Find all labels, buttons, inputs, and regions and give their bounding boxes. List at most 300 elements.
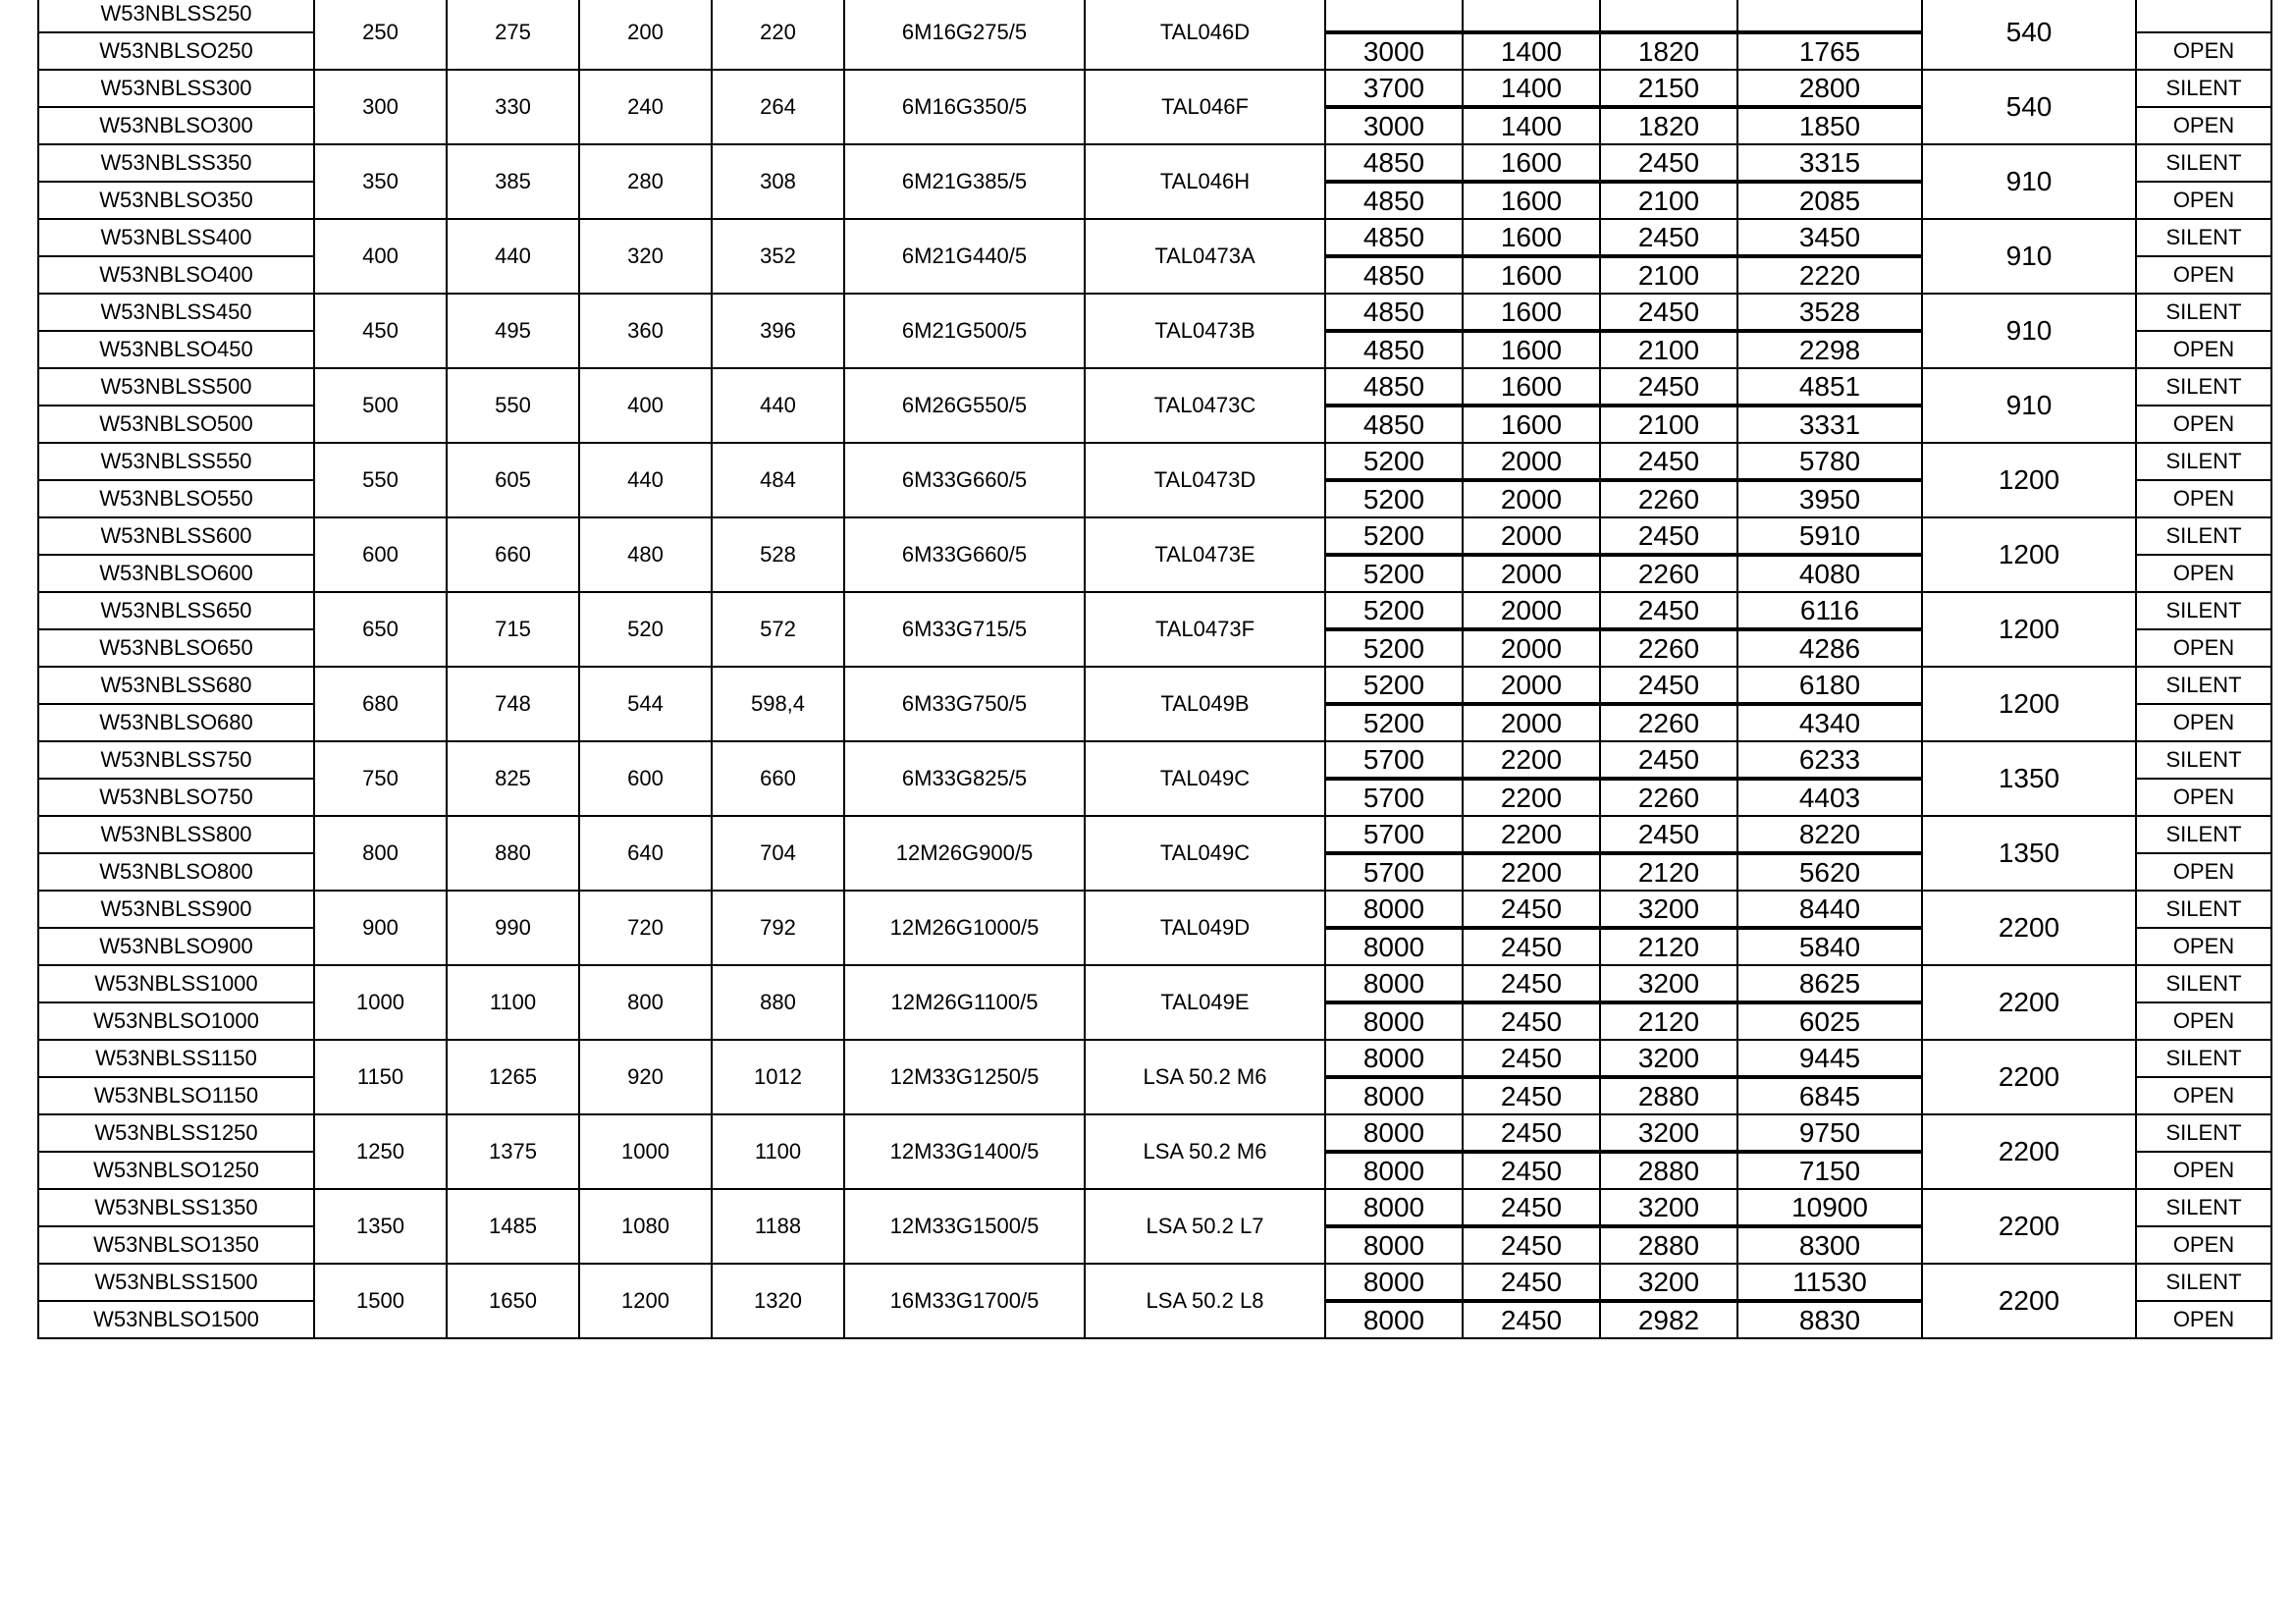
engine-model: 6M21G440/5 xyxy=(844,219,1085,294)
silent-weight: 9750 xyxy=(1737,1114,1922,1152)
open-weight: 5620 xyxy=(1737,853,1922,891)
open-width: 2000 xyxy=(1463,629,1600,667)
open-width: 1600 xyxy=(1463,406,1600,443)
model-open: W53NBLSO1250 xyxy=(38,1152,314,1189)
silent-length: 8000 xyxy=(1325,1264,1463,1301)
type-open: OPEN xyxy=(2136,107,2271,144)
alternator-model: TAL046H xyxy=(1085,144,1325,219)
table-row xyxy=(38,741,2271,779)
fuel-tank: 2200 xyxy=(1922,891,2136,965)
engine-model: 12M33G1500/5 xyxy=(844,1189,1085,1264)
power-prime-kw: 800 xyxy=(579,965,712,1040)
open-width: 2200 xyxy=(1463,853,1600,891)
type-silent: SILENT xyxy=(2136,667,2271,704)
power-standby-kva: 825 xyxy=(447,741,579,816)
fuel-tank: 1350 xyxy=(1922,816,2136,891)
open-weight: 2220 xyxy=(1737,256,1922,294)
model-open: W53NBLSO650 xyxy=(38,629,314,667)
fuel-tank: 540 xyxy=(1922,0,2136,70)
power-prime-kw: 320 xyxy=(579,219,712,294)
power-standby-kw: 264 xyxy=(712,70,844,144)
table-row xyxy=(38,0,2271,32)
engine-model: 12M33G1250/5 xyxy=(844,1040,1085,1114)
engine-model: 12M26G900/5 xyxy=(844,816,1085,891)
type-open: OPEN xyxy=(2136,182,2271,219)
open-height: 1820 xyxy=(1600,32,1737,70)
power-standby-kva: 1265 xyxy=(447,1040,579,1114)
silent-height: 2450 xyxy=(1600,219,1737,256)
silent-length: 5200 xyxy=(1325,667,1463,704)
alternator-model: TAL046D xyxy=(1085,0,1325,70)
power-prime-kw: 1080 xyxy=(579,1189,712,1264)
power-standby-kw: 352 xyxy=(712,219,844,294)
silent-height: 3200 xyxy=(1600,1264,1737,1301)
table-row xyxy=(38,891,2271,928)
power-prime-kva: 500 xyxy=(314,368,447,443)
open-length: 8000 xyxy=(1325,1301,1463,1338)
silent-height: 2450 xyxy=(1600,667,1737,704)
type-open: OPEN xyxy=(2136,1301,2271,1338)
open-weight: 4080 xyxy=(1737,555,1922,592)
open-length: 5200 xyxy=(1325,629,1463,667)
model-silent: W53NBLSS500 xyxy=(38,368,314,406)
table-row xyxy=(38,144,2271,182)
model-open: W53NBLSO600 xyxy=(38,555,314,592)
type-open: OPEN xyxy=(2136,853,2271,891)
open-weight: 4403 xyxy=(1737,779,1922,816)
type-silent: SILENT xyxy=(2136,592,2271,629)
type-open: OPEN xyxy=(2136,406,2271,443)
open-height: 2260 xyxy=(1600,779,1737,816)
silent-height: 2150 xyxy=(1600,70,1737,107)
open-height: 1820 xyxy=(1600,107,1737,144)
power-prime-kva: 650 xyxy=(314,592,447,667)
silent-weight: 3450 xyxy=(1737,219,1922,256)
type-open: OPEN xyxy=(2136,1226,2271,1264)
type-open: OPEN xyxy=(2136,779,2271,816)
table-row xyxy=(38,592,2271,629)
silent-weight: 9445 xyxy=(1737,1040,1922,1077)
silent-length: 8000 xyxy=(1325,965,1463,1002)
open-length: 4850 xyxy=(1325,331,1463,368)
power-prime-kw: 640 xyxy=(579,816,712,891)
type-open: OPEN xyxy=(2136,1152,2271,1189)
power-standby-kva: 275 xyxy=(447,0,579,70)
open-height: 2880 xyxy=(1600,1077,1737,1114)
power-standby-kva: 495 xyxy=(447,294,579,368)
fuel-tank: 910 xyxy=(1922,219,2136,294)
type-silent xyxy=(2136,0,2271,32)
alternator-model: LSA 50.2 L8 xyxy=(1085,1264,1325,1338)
open-weight: 1765 xyxy=(1737,32,1922,70)
model-open: W53NBLSO1350 xyxy=(38,1226,314,1264)
open-length: 4850 xyxy=(1325,182,1463,219)
silent-length xyxy=(1325,0,1463,32)
engine-model: 6M16G275/5 xyxy=(844,0,1085,70)
power-standby-kw: 792 xyxy=(712,891,844,965)
type-silent: SILENT xyxy=(2136,443,2271,480)
fuel-tank: 1200 xyxy=(1922,443,2136,517)
engine-model: 6M21G500/5 xyxy=(844,294,1085,368)
model-open: W53NBLSO800 xyxy=(38,853,314,891)
model-silent: W53NBLSS1150 xyxy=(38,1040,314,1077)
silent-height: 2450 xyxy=(1600,368,1737,406)
power-prime-kva: 750 xyxy=(314,741,447,816)
power-prime-kva: 550 xyxy=(314,443,447,517)
power-prime-kva: 1000 xyxy=(314,965,447,1040)
power-prime-kva: 600 xyxy=(314,517,447,592)
open-length: 5200 xyxy=(1325,480,1463,517)
model-silent: W53NBLSS600 xyxy=(38,517,314,555)
open-weight: 3331 xyxy=(1737,406,1922,443)
fuel-tank: 910 xyxy=(1922,294,2136,368)
type-open: OPEN xyxy=(2136,331,2271,368)
power-prime-kw: 400 xyxy=(579,368,712,443)
alternator-model: LSA 50.2 L7 xyxy=(1085,1189,1325,1264)
table-row xyxy=(38,70,2271,107)
silent-height: 3200 xyxy=(1600,1189,1737,1226)
silent-width: 2000 xyxy=(1463,517,1600,555)
power-prime-kva: 800 xyxy=(314,816,447,891)
type-silent: SILENT xyxy=(2136,517,2271,555)
type-silent: SILENT xyxy=(2136,965,2271,1002)
fuel-tank: 540 xyxy=(1922,70,2136,144)
open-length: 8000 xyxy=(1325,1077,1463,1114)
silent-width: 2200 xyxy=(1463,741,1600,779)
open-weight: 8830 xyxy=(1737,1301,1922,1338)
power-prime-kva: 300 xyxy=(314,70,447,144)
silent-weight: 3528 xyxy=(1737,294,1922,331)
open-weight: 5840 xyxy=(1737,928,1922,965)
model-open: W53NBLSO900 xyxy=(38,928,314,965)
open-height: 2100 xyxy=(1600,256,1737,294)
open-height: 2260 xyxy=(1600,704,1737,741)
silent-length: 8000 xyxy=(1325,1189,1463,1226)
power-standby-kva: 880 xyxy=(447,816,579,891)
power-standby-kva: 660 xyxy=(447,517,579,592)
open-height: 2880 xyxy=(1600,1226,1737,1264)
power-prime-kva: 1250 xyxy=(314,1114,447,1189)
power-standby-kw: 1100 xyxy=(712,1114,844,1189)
open-width: 2450 xyxy=(1463,928,1600,965)
type-open: OPEN xyxy=(2136,928,2271,965)
silent-weight: 6180 xyxy=(1737,667,1922,704)
power-prime-kva: 1500 xyxy=(314,1264,447,1338)
power-standby-kva: 1650 xyxy=(447,1264,579,1338)
silent-width: 1600 xyxy=(1463,219,1600,256)
silent-weight: 8440 xyxy=(1737,891,1922,928)
model-silent: W53NBLSS1350 xyxy=(38,1189,314,1226)
silent-height: 2450 xyxy=(1600,443,1737,480)
model-open: W53NBLSO400 xyxy=(38,256,314,294)
silent-length: 8000 xyxy=(1325,891,1463,928)
open-height: 2120 xyxy=(1600,853,1737,891)
open-height: 2100 xyxy=(1600,182,1737,219)
power-prime-kva: 400 xyxy=(314,219,447,294)
model-open: W53NBLSO1150 xyxy=(38,1077,314,1114)
power-standby-kva: 990 xyxy=(447,891,579,965)
type-silent: SILENT xyxy=(2136,294,2271,331)
engine-model: 6M16G350/5 xyxy=(844,70,1085,144)
power-standby-kva: 1100 xyxy=(447,965,579,1040)
type-silent: SILENT xyxy=(2136,368,2271,406)
alternator-model: TAL049E xyxy=(1085,965,1325,1040)
silent-weight: 6233 xyxy=(1737,741,1922,779)
type-open: OPEN xyxy=(2136,480,2271,517)
power-standby-kw: 1012 xyxy=(712,1040,844,1114)
open-length: 5200 xyxy=(1325,555,1463,592)
power-prime-kw: 600 xyxy=(579,741,712,816)
silent-length: 5200 xyxy=(1325,443,1463,480)
fuel-tank: 2200 xyxy=(1922,965,2136,1040)
open-weight: 2298 xyxy=(1737,331,1922,368)
power-standby-kva: 1485 xyxy=(447,1189,579,1264)
power-standby-kw: 484 xyxy=(712,443,844,517)
silent-length: 5200 xyxy=(1325,592,1463,629)
open-length: 3000 xyxy=(1325,32,1463,70)
silent-height: 2450 xyxy=(1600,294,1737,331)
silent-width: 2450 xyxy=(1463,1040,1600,1077)
type-silent: SILENT xyxy=(2136,1189,2271,1226)
power-standby-kw: 704 xyxy=(712,816,844,891)
open-width: 1600 xyxy=(1463,256,1600,294)
type-silent: SILENT xyxy=(2136,219,2271,256)
open-height: 2100 xyxy=(1600,331,1737,368)
alternator-model: TAL049C xyxy=(1085,741,1325,816)
silent-width: 2000 xyxy=(1463,592,1600,629)
model-silent: W53NBLSS1250 xyxy=(38,1114,314,1152)
silent-weight: 5910 xyxy=(1737,517,1922,555)
open-height: 2120 xyxy=(1600,1002,1737,1040)
open-width: 2200 xyxy=(1463,779,1600,816)
model-open: W53NBLSO300 xyxy=(38,107,314,144)
open-height: 2880 xyxy=(1600,1152,1737,1189)
fuel-tank: 1350 xyxy=(1922,741,2136,816)
table-row xyxy=(38,517,2271,555)
power-standby-kw: 1320 xyxy=(712,1264,844,1338)
open-length: 8000 xyxy=(1325,1152,1463,1189)
model-silent: W53NBLSS680 xyxy=(38,667,314,704)
open-width: 2450 xyxy=(1463,1152,1600,1189)
power-standby-kva: 1375 xyxy=(447,1114,579,1189)
alternator-model: TAL0473F xyxy=(1085,592,1325,667)
engine-model: 12M26G1100/5 xyxy=(844,965,1085,1040)
power-standby-kva: 748 xyxy=(447,667,579,741)
model-open: W53NBLSO500 xyxy=(38,406,314,443)
power-prime-kva: 900 xyxy=(314,891,447,965)
open-weight: 3950 xyxy=(1737,480,1922,517)
table-row xyxy=(38,368,2271,406)
type-silent: SILENT xyxy=(2136,144,2271,182)
open-width: 1600 xyxy=(1463,182,1600,219)
model-silent: W53NBLSS450 xyxy=(38,294,314,331)
power-prime-kw: 544 xyxy=(579,667,712,741)
power-standby-kw: 572 xyxy=(712,592,844,667)
open-height: 2982 xyxy=(1600,1301,1737,1338)
silent-height: 2450 xyxy=(1600,816,1737,853)
silent-height xyxy=(1600,0,1737,32)
open-weight: 4286 xyxy=(1737,629,1922,667)
table-row xyxy=(38,1040,2271,1077)
model-open: W53NBLSO680 xyxy=(38,704,314,741)
fuel-tank: 1200 xyxy=(1922,667,2136,741)
model-open: W53NBLSO450 xyxy=(38,331,314,368)
open-width: 2450 xyxy=(1463,1002,1600,1040)
power-prime-kw: 520 xyxy=(579,592,712,667)
engine-model: 6M21G385/5 xyxy=(844,144,1085,219)
fuel-tank: 2200 xyxy=(1922,1189,2136,1264)
alternator-model: TAL0473A xyxy=(1085,219,1325,294)
open-width: 1600 xyxy=(1463,331,1600,368)
open-length: 8000 xyxy=(1325,928,1463,965)
silent-width: 2450 xyxy=(1463,965,1600,1002)
open-weight: 2085 xyxy=(1737,182,1922,219)
power-standby-kva: 385 xyxy=(447,144,579,219)
silent-weight: 11530 xyxy=(1737,1264,1922,1301)
open-height: 2260 xyxy=(1600,629,1737,667)
power-prime-kw: 200 xyxy=(579,0,712,70)
silent-height: 3200 xyxy=(1600,965,1737,1002)
silent-width: 1600 xyxy=(1463,368,1600,406)
silent-width: 1600 xyxy=(1463,144,1600,182)
silent-weight: 10900 xyxy=(1737,1189,1922,1226)
open-weight: 4340 xyxy=(1737,704,1922,741)
silent-weight: 4851 xyxy=(1737,368,1922,406)
alternator-model: TAL049D xyxy=(1085,891,1325,965)
alternator-model: TAL046F xyxy=(1085,70,1325,144)
open-width: 2000 xyxy=(1463,555,1600,592)
open-length: 5700 xyxy=(1325,853,1463,891)
silent-width: 2450 xyxy=(1463,1114,1600,1152)
model-silent: W53NBLSS900 xyxy=(38,891,314,928)
model-silent: W53NBLSS550 xyxy=(38,443,314,480)
silent-weight: 2800 xyxy=(1737,70,1922,107)
silent-length: 4850 xyxy=(1325,144,1463,182)
power-prime-kw: 280 xyxy=(579,144,712,219)
open-weight: 8300 xyxy=(1737,1226,1922,1264)
fuel-tank: 1200 xyxy=(1922,517,2136,592)
open-height: 2100 xyxy=(1600,406,1737,443)
type-silent: SILENT xyxy=(2136,741,2271,779)
type-open: OPEN xyxy=(2136,256,2271,294)
model-silent: W53NBLSS300 xyxy=(38,70,314,107)
silent-height: 2450 xyxy=(1600,517,1737,555)
power-prime-kw: 360 xyxy=(579,294,712,368)
silent-weight: 5780 xyxy=(1737,443,1922,480)
engine-model: 16M33G1700/5 xyxy=(844,1264,1085,1338)
model-open: W53NBLSO250 xyxy=(38,32,314,70)
silent-weight: 8625 xyxy=(1737,965,1922,1002)
open-width: 1400 xyxy=(1463,107,1600,144)
model-open: W53NBLSO1000 xyxy=(38,1002,314,1040)
type-open: OPEN xyxy=(2136,704,2271,741)
open-height: 2260 xyxy=(1600,480,1737,517)
model-silent: W53NBLSS750 xyxy=(38,741,314,779)
alternator-model: TAL0473C xyxy=(1085,368,1325,443)
silent-length: 4850 xyxy=(1325,368,1463,406)
model-silent: W53NBLSS800 xyxy=(38,816,314,853)
silent-height: 3200 xyxy=(1600,891,1737,928)
type-silent: SILENT xyxy=(2136,891,2271,928)
silent-width xyxy=(1463,0,1600,32)
silent-width: 1400 xyxy=(1463,70,1600,107)
open-length: 3000 xyxy=(1325,107,1463,144)
fuel-tank: 2200 xyxy=(1922,1114,2136,1189)
table-row xyxy=(38,965,2271,1002)
type-open: OPEN xyxy=(2136,1077,2271,1114)
open-width: 1400 xyxy=(1463,32,1600,70)
silent-length: 4850 xyxy=(1325,219,1463,256)
power-prime-kva: 450 xyxy=(314,294,447,368)
silent-width: 2450 xyxy=(1463,1189,1600,1226)
power-prime-kw: 1200 xyxy=(579,1264,712,1338)
fuel-tank: 1200 xyxy=(1922,592,2136,667)
type-open: OPEN xyxy=(2136,32,2271,70)
engine-model: 6M33G825/5 xyxy=(844,741,1085,816)
type-open: OPEN xyxy=(2136,629,2271,667)
open-height: 2260 xyxy=(1600,555,1737,592)
power-standby-kw: 396 xyxy=(712,294,844,368)
power-prime-kw: 240 xyxy=(579,70,712,144)
power-prime-kva: 350 xyxy=(314,144,447,219)
open-length: 4850 xyxy=(1325,256,1463,294)
model-open: W53NBLSO750 xyxy=(38,779,314,816)
open-width: 2450 xyxy=(1463,1077,1600,1114)
table-row xyxy=(38,816,2271,853)
type-open: OPEN xyxy=(2136,1002,2271,1040)
fuel-tank: 2200 xyxy=(1922,1040,2136,1114)
open-length: 5700 xyxy=(1325,779,1463,816)
silent-length: 5700 xyxy=(1325,741,1463,779)
model-silent: W53NBLSS350 xyxy=(38,144,314,182)
power-prime-kw: 920 xyxy=(579,1040,712,1114)
silent-length: 4850 xyxy=(1325,294,1463,331)
alternator-model: TAL0473B xyxy=(1085,294,1325,368)
open-height: 2120 xyxy=(1600,928,1737,965)
power-prime-kva: 1350 xyxy=(314,1189,447,1264)
type-open: OPEN xyxy=(2136,555,2271,592)
alternator-model: LSA 50.2 M6 xyxy=(1085,1040,1325,1114)
power-standby-kva: 550 xyxy=(447,368,579,443)
silent-width: 2200 xyxy=(1463,816,1600,853)
table-body xyxy=(38,0,2271,1338)
silent-height: 3200 xyxy=(1600,1114,1737,1152)
engine-model: 6M33G715/5 xyxy=(844,592,1085,667)
alternator-model: TAL049C xyxy=(1085,816,1325,891)
power-standby-kw: 528 xyxy=(712,517,844,592)
power-prime-kva: 1150 xyxy=(314,1040,447,1114)
silent-weight: 6116 xyxy=(1737,592,1922,629)
type-silent: SILENT xyxy=(2136,70,2271,107)
open-weight: 6845 xyxy=(1737,1077,1922,1114)
silent-weight xyxy=(1737,0,1922,32)
power-prime-kw: 440 xyxy=(579,443,712,517)
model-silent: W53NBLSS400 xyxy=(38,219,314,256)
table-row xyxy=(38,1114,2271,1152)
power-standby-kw: 660 xyxy=(712,741,844,816)
open-length: 5200 xyxy=(1325,704,1463,741)
alternator-model: TAL0473D xyxy=(1085,443,1325,517)
power-prime-kw: 720 xyxy=(579,891,712,965)
silent-height: 2450 xyxy=(1600,144,1737,182)
fuel-tank: 2200 xyxy=(1922,1264,2136,1338)
power-standby-kva: 605 xyxy=(447,443,579,517)
table-row xyxy=(38,667,2271,704)
type-silent: SILENT xyxy=(2136,1114,2271,1152)
table-row xyxy=(38,1189,2271,1226)
engine-model: 12M26G1000/5 xyxy=(844,891,1085,965)
power-standby-kw: 1188 xyxy=(712,1189,844,1264)
